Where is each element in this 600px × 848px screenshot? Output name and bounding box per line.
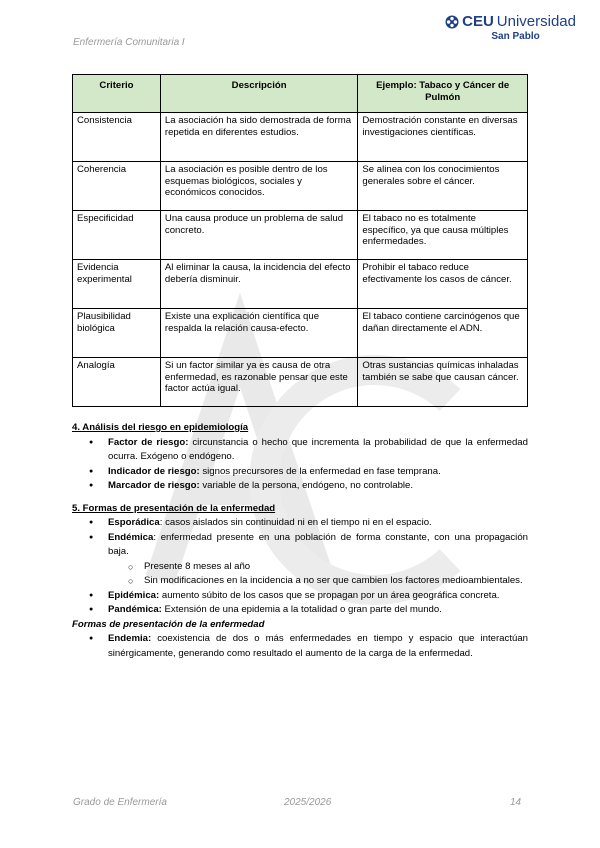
risk-list — [72, 436, 528, 494]
table-cell: Existe una explicación científica que respalda la relación causa-efecto. — [160, 309, 357, 358]
item-term: Indicador de riesgo: — [108, 465, 200, 477]
table-cell: Se alinea con los conocimientos generales sobre el cáncer. — [358, 162, 528, 211]
footer-year: 2025/2026 — [284, 797, 332, 808]
item-text: variable de la persona, endógeno, no controlable. — [199, 480, 414, 491]
item-text: : casos aislados sin continuidad ni en el tiempo ni en el espacio. — [159, 517, 432, 528]
list-item — [72, 465, 528, 480]
table-row — [73, 211, 528, 260]
table-cell: Consistencia — [73, 113, 161, 162]
logo-sub: San Pablo — [491, 31, 540, 42]
table-row — [73, 358, 528, 407]
table-cell: El tabaco no es totalmente específico, ya que causa múltiples enfermedades. — [358, 211, 528, 260]
subsection-title: Formas de presentación de la enfermedad — [72, 618, 265, 630]
list-item — [72, 603, 528, 618]
logo-name: Universidad — [496, 13, 576, 30]
item-text: aumento súbito de los casos que se propagan por un área geográfica concreta. — [159, 589, 500, 601]
table-header-row — [73, 75, 528, 113]
item-term: Epidémica: — [108, 589, 160, 601]
item-text: Extensión de una epidemia a la totalidad o gran parte del mundo. — [161, 604, 442, 615]
table-header-cell: Criterio — [73, 75, 161, 113]
presentation-list — [72, 516, 528, 618]
table-cell: Especificidad — [73, 211, 161, 260]
body-content — [72, 421, 528, 661]
table-row — [73, 162, 528, 211]
header-title: Enfermería Comunitaria I — [73, 37, 185, 48]
item-text: : enfermedad presente en una población de forma constante, con una propagación baja. — [108, 531, 528, 557]
item-term: Pandémica: — [108, 604, 162, 615]
table-row — [73, 309, 528, 358]
item-text: circunstancia o hecho que incrementa la probabilidad de que la enfermedad ocurra. Exógeno o endógeno. — [108, 436, 528, 462]
table-cell: El tabaco contiene carcinógenos que dañan directamente el ADN. — [358, 309, 528, 358]
endemia-list — [72, 632, 528, 661]
table-cell: Al eliminar la causa, la incidencia del efecto debería disminuir. — [160, 260, 357, 309]
table-cell: Prohibir el tabaco reduce efectivamente los casos de cáncer. — [358, 260, 528, 309]
table-cell: Una causa produce un problema de salud concreto. — [160, 211, 357, 260]
table-row — [73, 113, 528, 162]
criteria-table — [72, 74, 528, 407]
logo-brand: CEU — [462, 13, 494, 30]
sub-list-item: ○ Sin modificaciones en la incidencia a no ser que cambien los factores medioambientales. — [72, 574, 528, 589]
table-header-cell: Ejemplo: Tabaco y Cáncer de Pulmón — [358, 75, 528, 113]
footer-degree: Grado de Enfermería — [73, 797, 167, 808]
list-item — [72, 632, 528, 661]
table-cell: Si un factor similar ya es causa de otra enfermedad, es razonable pensar que este factor actúa igual. — [160, 358, 357, 407]
university-logo — [445, 14, 576, 42]
item-term: Endemia: — [108, 633, 152, 644]
sub-list-item: ○ Presente 8 meses al año — [72, 560, 528, 575]
item-text: signos precursores de la enfermedad en fase temprana. — [199, 465, 441, 477]
table-cell: Coherencia — [73, 162, 161, 211]
table-cell: Otras sustancias químicas inhaladas también se sabe que causan cáncer. — [358, 358, 528, 407]
table-cell: La asociación ha sido demostrada de forma repetida en diferentes estudios. — [160, 113, 357, 162]
table-row — [73, 260, 528, 309]
endemic-sublist — [72, 560, 528, 589]
list-item — [72, 589, 528, 604]
table-cell: Analogía — [73, 358, 161, 407]
list-item — [72, 531, 528, 589]
table-cell: Demostración constante en diversas investigaciones científicas. — [358, 113, 528, 162]
item-term: Marcador de riesgo: — [108, 480, 200, 491]
page-number: 14 — [510, 797, 522, 808]
item-term: Factor de riesgo: — [108, 436, 189, 448]
list-item — [72, 479, 528, 494]
list-item — [72, 436, 528, 465]
item-term: Endémica — [108, 531, 154, 543]
table-cell: La asociación es posible dentro de los esquemas biológicos, sociales y económicos conocidos. — [160, 162, 357, 211]
table-cell: Plausibilidad biológica — [73, 309, 161, 358]
table-header-cell: Descripción — [160, 75, 357, 113]
item-text: coexistencia de dos o más enfermedades en tiempo y espacio que interactúan sinérgicamente, generando como resultado el aumento de la carga de la enfermedad. — [108, 633, 528, 659]
ceu-emblem-icon — [445, 15, 459, 29]
list-item — [72, 516, 528, 531]
section-title-presentation: 5. Formas de presentación de la enfermedad — [72, 502, 276, 514]
item-term: Esporádica — [108, 517, 160, 528]
table-cell: Evidencia experimental — [73, 260, 161, 309]
section-title-risk-analysis: 4. Análisis del riesgo en epidemiología — [72, 422, 249, 433]
